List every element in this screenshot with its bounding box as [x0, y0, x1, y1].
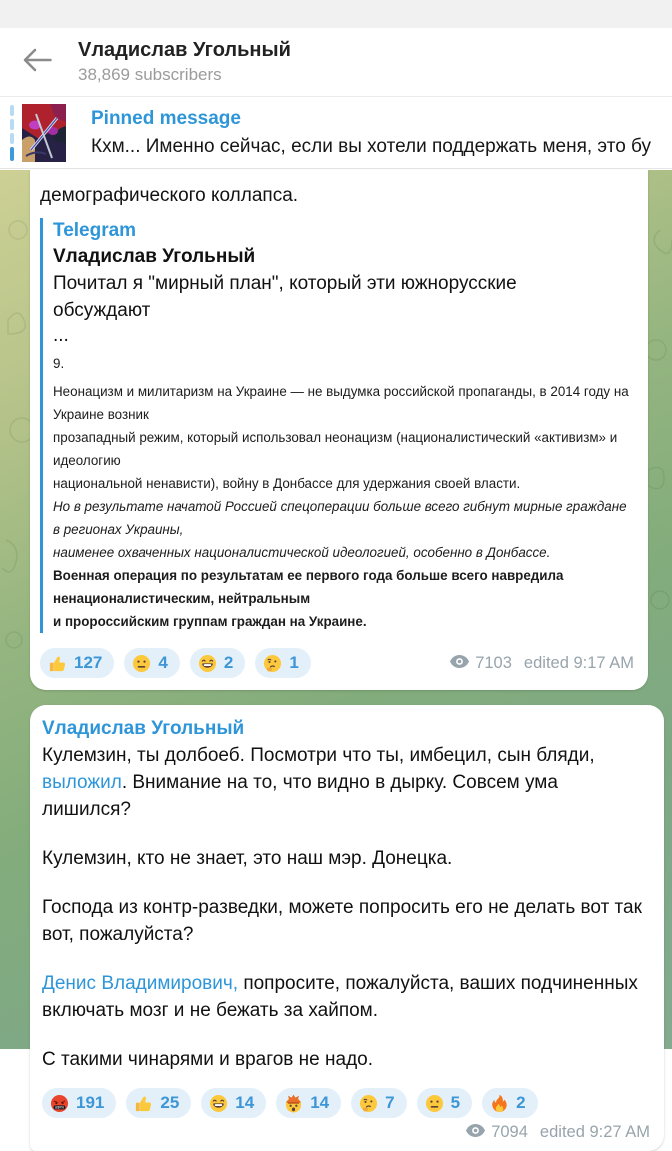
- reaction-pill[interactable]: [351, 1088, 406, 1118]
- message-paragraph: [42, 970, 650, 1024]
- channel-title: Vладислав Угольный: [78, 39, 291, 61]
- message2-body: [42, 742, 650, 1073]
- reaction-pill[interactable]: [40, 648, 114, 678]
- view-count: 7094: [491, 1123, 528, 1141]
- message1-tail-text: демографического коллапса.: [40, 185, 299, 206]
- reaction-count: 127: [74, 653, 103, 672]
- pinned-message-bar[interactable]: [0, 97, 672, 169]
- image-text-line: и пророссийским группам граждан на Украине.: [53, 614, 367, 629]
- reaction-pill[interactable]: [126, 1088, 191, 1118]
- reaction-count: 14: [235, 1093, 255, 1112]
- reactions-row: [42, 1088, 650, 1118]
- pinned-label: Pinned message: [91, 107, 241, 129]
- views-eye-icon: [450, 654, 469, 673]
- reaction-pill[interactable]: [190, 648, 245, 678]
- message-bubble-1: [30, 170, 648, 690]
- message-paragraph: [42, 742, 650, 823]
- message1-footer: [40, 648, 634, 678]
- chat-header: [0, 28, 672, 97]
- inline-link[interactable]: Денис Владимирович,: [42, 973, 239, 994]
- image-text-line: прозападный режим, который использовал неонацизм (националистический «активизм» и идеологию: [53, 430, 618, 468]
- thinking-face-emoji: [263, 654, 282, 673]
- grinning-face-emoji: [198, 654, 217, 673]
- text-segment: Господа из контр-разведки, можете попросить его не делать вот так вот, пожалуйста?: [42, 897, 642, 945]
- text-segment: Кулемзин, ты долбоеб. Посмотри что ты, имбецил, сын бляди,: [42, 745, 595, 766]
- link-preview-site: Telegram: [53, 220, 137, 241]
- fire-emoji: [490, 1094, 509, 1113]
- angry-swearing-face-emoji: [50, 1094, 69, 1113]
- window-top-strip: [0, 0, 672, 28]
- link-preview-description: Почитал я "мирный план", который эти южнорусские обсуждают: [53, 273, 517, 321]
- reaction-count: 25: [160, 1093, 180, 1112]
- text-segment: Кулемзин, кто не знает, это наш мэр. Донецка.: [42, 848, 453, 869]
- pinned-texts: [91, 107, 658, 159]
- reaction-pill[interactable]: [201, 1088, 266, 1118]
- subscriber-count: 38,869 subscribers: [78, 65, 222, 84]
- exploding-head-emoji: [284, 1094, 303, 1113]
- neutral-face-emoji: [425, 1094, 444, 1113]
- thumbs-up-emoji: [134, 1094, 153, 1113]
- views-eye-icon: [466, 1123, 485, 1142]
- text-segment: С такими чинарями и врагов не надо.: [42, 1049, 374, 1070]
- image-text-line: наименее охваченных националистической идеологией, особенно в Донбассе.: [53, 545, 551, 560]
- inline-link[interactable]: выложил: [42, 772, 122, 793]
- svg-text:&$#%: &$#%: [54, 1105, 65, 1110]
- view-count: 7103: [475, 653, 512, 672]
- text-segment: попросите, пожалуйста, ваших подчиненных включать мозг и не бежать за хайпом.: [42, 973, 638, 1021]
- arrow-left-icon: [22, 46, 52, 79]
- message2-author[interactable]: Vладислав Угольный: [42, 718, 245, 739]
- image-text-line: национальной ненависти), войну в Донбассе для удержания своей власти.: [53, 476, 521, 491]
- thumbs-up-emoji: [48, 654, 67, 673]
- message-paragraph: [42, 845, 650, 872]
- reaction-count: 191: [76, 1093, 105, 1112]
- pinned-preview-text: Кхм... Именно сейчас, если вы хотели поддержать меня, это бу: [91, 135, 652, 157]
- reaction-count: 1: [289, 653, 299, 672]
- reaction-count: 4: [158, 653, 168, 672]
- message-paragraph: [42, 1046, 650, 1073]
- grinning-face-emoji: [209, 1094, 228, 1113]
- link-preview-ellipsis: ...: [53, 325, 69, 346]
- reaction-pill[interactable]: [482, 1088, 537, 1118]
- image-text-line: Военная операция по результатам ее первого года больше всего навредила ненационалистическим, нейтральным: [53, 568, 564, 606]
- pinned-thumbnail-image: [22, 104, 66, 162]
- reaction-count: 7: [385, 1093, 395, 1112]
- message2-footer: [42, 1088, 650, 1118]
- reaction-pill[interactable]: [276, 1088, 341, 1118]
- reaction-count: 2: [516, 1093, 526, 1112]
- message2-meta-row: [42, 1123, 650, 1142]
- neutral-face-emoji: [132, 654, 151, 673]
- text-segment: . Внимание на то, что видно в дырку. Совсем ума лишился?: [42, 772, 558, 820]
- edited-timestamp: edited 9:27 AM: [539, 1123, 650, 1141]
- message-bubble-2: [30, 705, 664, 1151]
- back-button[interactable]: [22, 42, 66, 82]
- reaction-count: 14: [310, 1093, 330, 1112]
- image-text-line: 9.: [53, 356, 65, 371]
- chat-background: [0, 170, 672, 1141]
- edited-timestamp: edited 9:17 AM: [523, 653, 634, 672]
- reaction-count: 5: [450, 1093, 461, 1112]
- message1-meta: [450, 654, 634, 673]
- reaction-pill[interactable]: [124, 648, 179, 678]
- image-text-line: Но в результате начатой Россией спецоперации больше всего гибнут мирные граждане в регионах Украины,: [53, 499, 627, 537]
- reactions-row: [40, 648, 450, 678]
- link-preview-title: Vладислав Угольный: [53, 246, 256, 267]
- channel-info[interactable]: [78, 38, 291, 86]
- reaction-pill[interactable]: [42, 1088, 116, 1118]
- reaction-pill[interactable]: [255, 648, 310, 678]
- link-preview-image-text: [53, 352, 634, 633]
- reaction-count: 2: [223, 653, 234, 672]
- link-preview[interactable]: [40, 218, 634, 633]
- pinned-indicator-segments: [10, 105, 14, 161]
- thinking-face-emoji: [359, 1094, 378, 1113]
- message2-meta: [466, 1123, 650, 1142]
- image-text-line: Неонацизм и милитаризм на Украине — не выдумка российской пропаганды, в 2014 году на Украине возник: [53, 384, 629, 422]
- reaction-pill[interactable]: [417, 1088, 472, 1118]
- message-paragraph: [42, 894, 650, 948]
